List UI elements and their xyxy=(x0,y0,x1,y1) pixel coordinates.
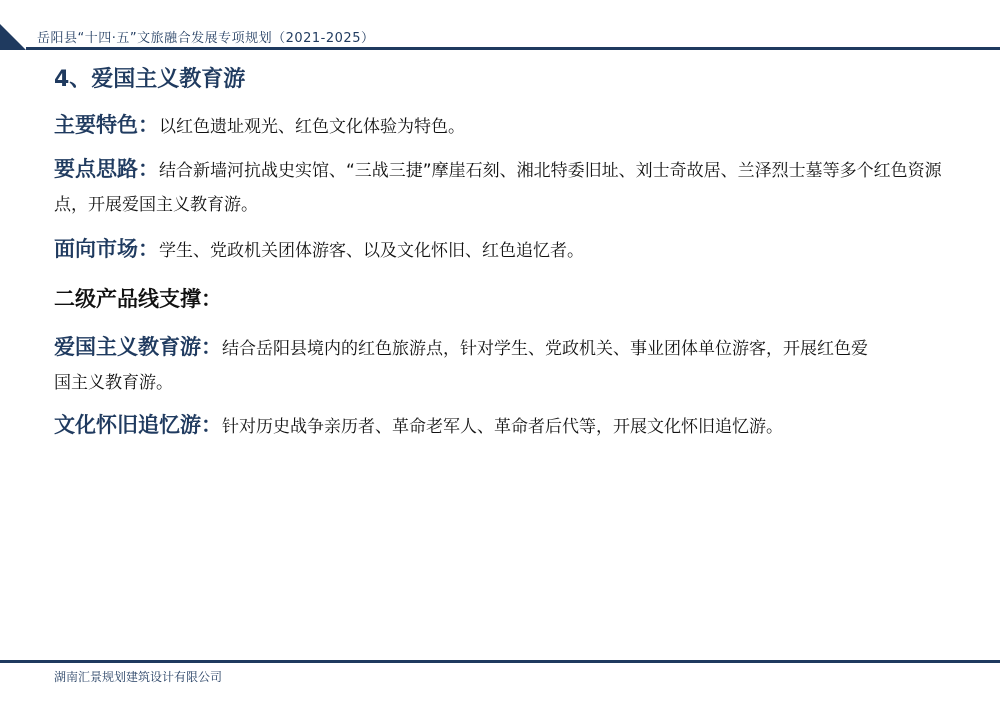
paragraph-label: 面向市场： xyxy=(54,237,159,261)
footer-divider xyxy=(0,660,1000,663)
paragraph-main-features xyxy=(54,108,954,144)
paragraph-text: 结合岳阳县境内的红色旅游点，针对学生、党政机关、事业团体单位游客，开展红色爱国主义教育游。 xyxy=(54,339,868,393)
paragraph-label: 主要特色： xyxy=(54,113,159,137)
header-divider xyxy=(26,47,1000,50)
paragraph-label: 文化怀旧追忆游： xyxy=(54,413,222,437)
section-heading: 4、爱国主义教育游 xyxy=(54,67,246,92)
paragraph-patriotic-tour xyxy=(54,330,884,400)
paragraph-label: 要点思路： xyxy=(54,157,159,181)
paragraph-text: 以红色遗址观光、红色文化体验为特色。 xyxy=(159,117,465,137)
paragraph-text: 针对历史战争亲历者、革命老军人、革命者后代等，开展文化怀旧追忆游。 xyxy=(222,417,783,437)
paragraph-target-market xyxy=(54,232,954,268)
paragraph-key-ideas xyxy=(54,152,949,222)
footer-company-name: 湖南汇景规划建筑设计有限公司 xyxy=(54,670,223,684)
header-triangle-decoration xyxy=(0,24,26,50)
document-header-title: 岳阳县“十四·五”文旅融合发展专项规划（2021-2025） xyxy=(37,31,375,46)
subheading-product-lines: 二级产品线支撑： xyxy=(54,287,222,311)
paragraph-text: 结合新墙河抗战史实馆、“三战三捷”摩崖石刻、湘北特委旧址、刘士奇故居、兰泽烈士墓等多个红色资源点，开展爱国主义教育游。 xyxy=(54,161,942,215)
paragraph-nostalgia-tour xyxy=(54,408,884,444)
paragraph-text: 学生、党政机关团体游客、以及文化怀旧、红色追忆者。 xyxy=(159,241,584,261)
paragraph-label: 爱国主义教育游： xyxy=(54,335,222,359)
